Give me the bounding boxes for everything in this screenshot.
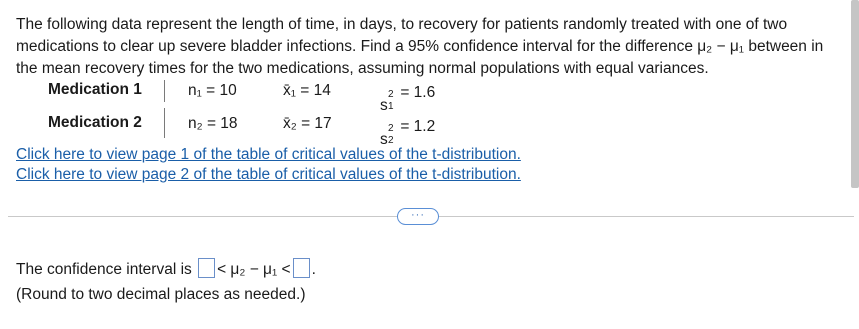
- table-divider: [164, 80, 165, 102]
- medication-1-xbar: x̄₁ = 14: [283, 82, 331, 99]
- vertical-scrollbar[interactable]: [851, 0, 859, 188]
- medication-2-n: n₂ = 18: [188, 115, 238, 132]
- medication-2-variance: s 2 2 = 1.2: [380, 118, 436, 148]
- rounding-note: (Round to two decimal places as needed.): [16, 286, 306, 303]
- answer-prefix: The confidence interval is: [16, 261, 192, 278]
- medication-1-variance: s 2 1 = 1.6: [380, 84, 436, 114]
- medication-1-n: n₁ = 10: [188, 82, 237, 99]
- lower-bound-input[interactable]: [198, 258, 215, 278]
- answer-middle: < μ₂ − μ₁ <: [217, 261, 291, 278]
- t-table-page-2-link[interactable]: Click here to view page 2 of the table of critical values of the t-distribution.: [16, 166, 521, 183]
- table-divider: [164, 108, 165, 138]
- answer-suffix: .: [311, 261, 316, 278]
- medication-2-variance-value: = 1.2: [400, 118, 436, 135]
- upper-bound-input[interactable]: [293, 258, 310, 278]
- more-options-button[interactable]: ···: [397, 208, 439, 225]
- problem-statement: The following data represent the length of time, in days, to recovery for patients randomly treated with one of two medications to clear up severe bladder infections. Find a 95% confidence interval for the difference μ₂ − μ₁ between in the mean recovery times for the two medications, assuming normal populations with equal variances.: [16, 16, 824, 77]
- t-table-page-1-link[interactable]: Click here to view page 1 of the table of critical values of the t-distribution.: [16, 146, 521, 163]
- medication-1-label: Medication 1: [48, 81, 142, 98]
- medication-2-label: Medication 2: [48, 114, 142, 131]
- answer-line: [16, 258, 316, 279]
- medication-2-xbar: x̄₂ = 17: [283, 115, 332, 132]
- medication-1-variance-value: = 1.6: [400, 84, 436, 101]
